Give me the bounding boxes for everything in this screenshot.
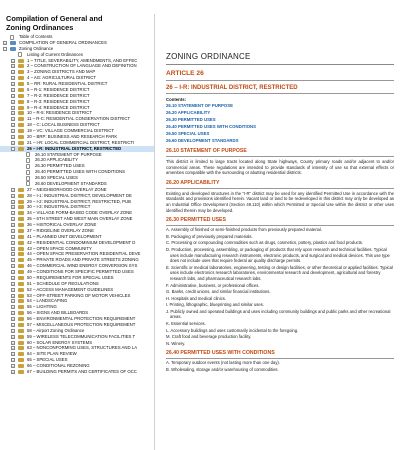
toc-tree-item-label: 35 – 6TH STREET AND WEST MAIN OVERLAY ZONE [27,216,133,222]
expand-icon[interactable]: + [12,340,14,345]
expand-icon[interactable]: + [12,317,14,321]
expand-icon[interactable]: + [12,193,14,198]
expand-icon[interactable]: + [12,70,14,75]
folder-icon [18,270,24,274]
folder-icon [18,59,24,63]
toc-tree-item-label: 21 – I-R: LOCAL COMMERCIAL DISTRICT, RESTRICTI [27,139,135,145]
toc-tree-item-label: 30 – I-3: INDUSTRIAL DISTRICT [27,204,91,210]
folder-icon [18,299,24,303]
permitted-uses-heading: 26.30 PERMITTED USES [166,217,394,226]
toc-tree-item-label: 26.20 APPLICABILITY [35,157,78,163]
statement-of-purpose-text: This district is limited to large tracts located along State highways, County primary roads and/or adjacent to and/or commercial areas. These regulations are intended to provide standards of intensity of use so that external effects or amenities compatible with the surrounding or abutting residential districts. [166,159,394,176]
toc-tree-item-label: 57 – MISCELLANEOUS PROTECTION REQUIREMENT [27,321,136,327]
permitted-uses-with-conditions-heading: 26.40 PERMITTED USES WITH CONDITIONS [166,350,394,359]
toc-tree-item-label: 65 – SPECIAL USES [27,357,68,363]
folder-icon [18,64,24,68]
pane-title-line-2: Zoning Ordinances [6,23,74,32]
toc-tree-item-label: 36 – HISTORICAL OVERLAY ZONE [27,222,97,227]
toc-tree-item-label: 19 – VC: VILLAGE COMMERCIAL DISTRICT [27,128,114,133]
toc-tree-item[interactable] [0,369,154,375]
doc-icon [26,152,30,157]
contents-link-list [166,102,394,144]
list-item: J. Publicly owned and operated buildings and uses including community buildings and public parks and other recreational areas. [166,308,391,320]
expand-icon[interactable]: + [12,246,14,251]
folder-icon [18,358,24,362]
folder-icon [18,135,24,139]
folder-icon [18,264,24,268]
expand-icon[interactable]: + [12,358,14,363]
contents-link[interactable]: 26.10 STATEMENT OF PURPOSE [166,103,233,108]
toc-tree-item-label: 63 – NONCONFORMING USES, STRUCTURES AND LA [27,345,138,351]
folder-icon [18,194,24,198]
toc-tree [0,34,154,375]
expand-icon[interactable]: + [12,334,14,339]
expand-icon[interactable]: + [12,129,14,133]
toc-tree-item-label: 56 – SIGNS AND BILLBOARDS [27,310,89,316]
folder-icon [18,217,24,221]
folder-icon [18,211,24,215]
toc-tree-item-label: 58 – Airport Zoning Ordinance [27,327,85,333]
expand-icon[interactable]: + [12,299,14,304]
collapse-icon[interactable]: - [12,146,14,151]
folder-icon [18,141,24,145]
toc-tree-item-label: 46 – COMMERCIAL WIND ENERGY CONVERSION SYS [27,263,138,269]
doc-icon [26,170,30,175]
folder-icon [18,200,24,204]
folder-icon [18,111,24,115]
expand-icon[interactable]: + [12,228,14,233]
toc-tree-item-label: 5 – RR: RURAL RESIDENTIAL DISTRICT [27,81,108,86]
toc-tree-item-label: 59 – WIRELESS TELECOMMUNICATION FACILITIES T [27,333,136,339]
toc-tree-item-label: 1 – TITLE, SEVERABILITY, AMENDMENTS, AND EFFEC [27,57,138,63]
expand-icon[interactable]: + [12,240,14,245]
folder-icon [18,82,24,86]
contents-link[interactable]: 26.40 PERMITTED USES WITH CONDITIONS [166,124,257,129]
permitted-uses-list [166,227,394,346]
expand-icon[interactable]: + [12,93,14,98]
toc-tree-item-label: 43 – OPEN SPACE COMMUNITY [27,245,92,251]
expand-icon[interactable]: + [12,293,14,298]
folder-icon [18,241,24,245]
list-item: E. Scientific or medical laboratories, engineering, testing or design facilities, or other theoretical or applied facilities. Typical uses include electronics research laboratories, environmental research and development, agricultural and forestry research labs, and pharmaceutical research labs. [166,264,393,281]
toc-tree-item-label: 9 – R-4: RESIDENCE DISTRICT [27,104,90,110]
folder-icon [18,352,24,356]
contents-link[interactable]: 26.30 PERMITTED USES [166,117,216,122]
book-icon [10,47,16,51]
doc-icon [26,164,30,169]
toc-tree-item-label: 56 – ENVIRONMENTAL PROTECTION REQUIREMENT [27,316,136,321]
contents-link[interactable]: 26.50 SPECIAL USES [166,131,210,136]
folder-icon [18,305,24,309]
contents-link[interactable]: 26.60 DEVELOPMENT STANDARDS [166,138,239,143]
toc-tree-item-label: 60 – SOLAR ENERGY SYSTEMS [27,339,93,345]
folder-icon [18,341,24,345]
expand-icon[interactable]: + [12,369,14,374]
toc-tree-item-label: 29 – I-2: INDUSTRIAL DISTRICT, RESTRICTED, PUB [27,198,131,204]
expand-icon[interactable]: + [12,82,14,86]
folder-icon [18,282,24,286]
collapse-icon[interactable]: - [4,46,6,51]
toc-tree-item-label: 26.30 PERMITTED USES [35,163,85,169]
expand-icon[interactable]: + [12,87,14,92]
expand-icon[interactable]: + [12,352,14,357]
contents-label: Contents: [166,97,187,102]
pane-title-line-1: Compilation of General and [6,14,103,23]
contents-link[interactable]: 26.20 APPLICABILITY [166,110,211,115]
folder-icon [18,123,24,127]
folder-icon [18,335,24,339]
folder-icon [18,311,24,315]
folder-icon [18,252,24,256]
expand-icon[interactable]: + [12,140,14,145]
expand-icon[interactable]: + [12,311,14,316]
toc-tree-item-label: 18 – C: LOCAL BUSINESS DISTRICT [27,122,100,128]
folder-icon [18,223,24,227]
folder-icon [18,106,24,110]
toc-tree-item-label: 20 – BRP: BUSINESS AND RESEARCH PARK [27,133,118,139]
expand-icon[interactable]: + [12,364,14,368]
list-item: I. Printing, lithographic, blueprinting and similar uses. [166,302,264,308]
expand-icon[interactable]: + [12,270,14,274]
expand-icon[interactable]: + [12,234,14,239]
toc-tree-item-label: 3 – ZONING DISTRICTS AND MAP [27,69,96,75]
toc-tree-item-label: 26.10 STATEMENT OF PURPOSE [35,151,102,157]
expand-icon[interactable]: + [12,187,14,192]
expand-icon[interactable]: + [12,328,14,333]
article-heading: ARTICLE 26 [166,70,394,81]
toc-tree-item-label: 53 – OFF-STREET PARKING OF MOTOR VEHICLES [27,292,131,298]
expand-icon[interactable]: + [12,322,14,327]
toc-tree-item-label: 49 – CONDITIONS FOR SPECIFIC PERMITTED USES [27,269,134,274]
expand-icon[interactable]: + [12,264,14,269]
zoning-ordinance-heading: ZONING ORDINANCE [166,52,394,65]
toc-tree-item-label: 66 – CONDITIONAL REZONING [27,363,90,368]
applicability-text: Existing and developed structures in the "I-R" district may be used for any identified Permitted Use in accordance with the standards and provisions identified herein. Vacant land or land to be redeveloped in this district may only be developed as an Industrial Office Development (Section 49.110) within which Permitted or Special Use within the district or other uses identified therein may be developed. [166,190,394,213]
expand-icon[interactable]: + [4,40,6,45]
folder-icon [18,288,24,292]
expand-icon[interactable]: + [12,199,14,204]
toc-tree-item-label: Table of Contents [19,34,53,39]
expand-icon[interactable]: + [12,134,14,139]
folder-icon [18,364,24,368]
permitted-uses-with-conditions-list [166,360,394,372]
list-item: F. Administrative, business, or professional offices. [166,282,260,288]
doc-icon [26,158,30,163]
toc-tree-item-label: 44 – OPEN SPACE PRESERVATION RESIDENTIAL DEVE [27,251,141,257]
folder-icon [18,247,24,251]
toc-tree-item-label: 7 – R-2: RESIDENCE DISTRICT [27,92,90,98]
toc-tree-item-label: 27 – NEIGHBORHOOD OVERLAY ZONE [27,186,107,192]
expand-icon[interactable]: + [12,58,14,63]
expand-icon[interactable]: + [12,117,14,122]
folder-icon [18,147,24,151]
list-item: M. Craft food and beverage production facility. [166,334,252,340]
expand-icon[interactable]: + [12,99,14,104]
folder-icon [18,317,24,321]
folder-icon [18,117,24,121]
folder-icon [18,370,24,374]
doc-icon [18,52,22,57]
expand-icon[interactable]: + [12,123,14,128]
folder-icon [18,100,24,104]
toc-tree-item-label: 51 – SCHEDULE OF REGULATIONS [27,280,99,286]
toc-tree-item-label: 45 – PRIVATE ROADS AND PRIVATE STREETS ZONING [27,257,139,263]
toc-tree-item-label: 26.50 SPECIAL USES [35,175,78,180]
expand-icon[interactable]: + [12,252,14,257]
book-icon [10,41,16,45]
expand-icon[interactable]: + [12,305,14,310]
list-item: H. Hospitals and medical clinics. [166,295,227,301]
list-item: A. Temporary outdoor events (not lasting more than one day). [166,360,280,366]
toc-tree-item-label: COMPILATION OF GENERAL ORDINANCES [19,39,107,45]
toc-tree-item-label: 64 – SITE PLAN REVIEW [27,351,77,357]
expand-icon[interactable]: + [12,281,14,286]
folder-icon [18,94,24,98]
toc-tree-item-label: 26.40 PERMITTED USES WITH CONDITIONS [35,169,126,175]
doc-icon [26,176,30,181]
top-bar [0,0,400,14]
folder-icon [18,258,24,262]
toc-tree-item-label: 26.60 DEVELOPMENT STANDARDS [35,180,107,186]
doc-icon [26,181,30,186]
folder-icon [18,229,24,233]
list-item: A. Assembly of finished or semi-finished products from previously prepared material. [166,227,322,233]
expand-icon[interactable]: + [12,111,14,116]
expand-icon[interactable]: + [12,64,14,69]
folder-icon [18,294,24,298]
folder-icon [18,329,24,333]
folder-icon [18,76,24,80]
folder-icon [18,70,24,74]
list-item: N. Winery. [166,340,186,346]
toc-tree-item-label: 37 – RIDGELINE OVERLAY ZONE [27,227,94,233]
doc-icon [10,35,14,40]
expand-icon[interactable]: + [12,275,14,280]
toc-tree-item-label: 54 – LANDSCAPING [27,298,68,304]
toc-tree-item-label: 55 – LIGHTING [27,304,57,310]
folder-icon [18,323,24,327]
toc-tree-item-label: Zoning Ordinance [19,45,54,51]
document-content-pane [158,14,400,450]
toc-tree-item-label: 8 – R-3: RESIDENCE DISTRICT [27,98,90,104]
toc-tree-item-label: 10 – R-5: RESIDENCE DISTRICT [27,110,92,116]
folder-icon [18,88,24,92]
toc-tree-item-label: 34 – VILLAGE FORM-BASED CODE OVERLAY ZONE [27,210,133,216]
list-item: C. Processing or compounding commodities such as drugs, cosmetics, pottery, plastics and food products. [166,240,364,246]
expand-icon[interactable]: + [12,217,14,222]
folder-icon [18,129,24,133]
expand-icon[interactable]: + [12,346,14,351]
expand-icon[interactable]: + [12,223,14,227]
folder-icon [18,346,24,350]
expand-icon[interactable]: + [12,287,14,292]
expand-icon[interactable]: + [12,211,14,216]
list-item: G. Banks, credit unions, and similar financial institutions. [166,289,271,295]
toc-tree-item-label: 50 – REQUIREMENTS FOR SPECIAL USES [27,274,114,280]
toc-tree-item-label: 67 – BUILDING PERMITS AND CERTIFICATES OF OCC [27,368,137,374]
folder-icon [18,276,24,280]
expand-icon[interactable]: + [12,76,14,81]
toc-tree-item-label: 52 – ACCESS MANAGEMENT GUIDELINES [27,286,114,292]
list-item: B. Wholesaling, storage and/or warehousing of commodities. [166,367,279,373]
toc-tree-item-label: 28 – I-1: INDUSTRIAL DISTRICT, DEVELOPMENT DE [27,192,132,198]
toc-tree-item-label: 11 – R-C: RESIDENTIAL CONSERVATION DISTRICT [27,116,131,122]
list-item: K. Essential services. [166,321,206,327]
applicability-heading: 26.20 APPLICABILITY [166,180,394,189]
toc-tree-item-label: 4 – AG: AGRICULTURAL DISTRICT [27,75,97,81]
folder-icon [18,205,24,209]
statement-of-purpose-heading: 26.10 STATEMENT OF PURPOSE [166,148,394,157]
folder-icon [18,188,24,192]
list-item: D. Production, processing, assembling, or packaging of products that rely upon research and technical facilities. Typical uses include manufacturing research instruments, electronic products, and surgical and medical devices. This use type does not include uses that require federal air quality discharge permits. [166,246,390,264]
list-item: B. Packaging of previously prepared materials. [166,233,253,239]
expand-icon[interactable]: + [12,205,14,210]
toc-tree-item-label: 6 – R-1: RESIDENCE DISTRICT [27,86,90,92]
list-item: L. Accessory buildings and uses customarily incidental to the foregoing. [166,327,299,333]
toc-tree-item-label: 2 – CONSTRUCTION OF LANGUAGE AND DEFINITION [27,63,137,69]
folder-icon [18,235,24,239]
toc-navigation-pane [0,14,155,450]
section-title: 26 – I-R: INDUSTRIAL DISTRICT, RESTRICTED [166,85,394,94]
expand-icon[interactable]: + [12,258,14,263]
toc-tree-item-label: 42 – RESIDENTIAL CONDOMINIUM DEVELOPMENT D [27,239,136,245]
expand-icon[interactable]: + [12,105,14,110]
toc-tree-item-label: 41 – PLANNED UNIT DEVELOPMENT [27,233,102,239]
toc-tree-item-label: Listing of Current Ordinances [27,51,83,57]
toc-tree-item-label: 26 – I-R: INDUSTRIAL DISTRICT, RESTRICTED [27,145,122,151]
